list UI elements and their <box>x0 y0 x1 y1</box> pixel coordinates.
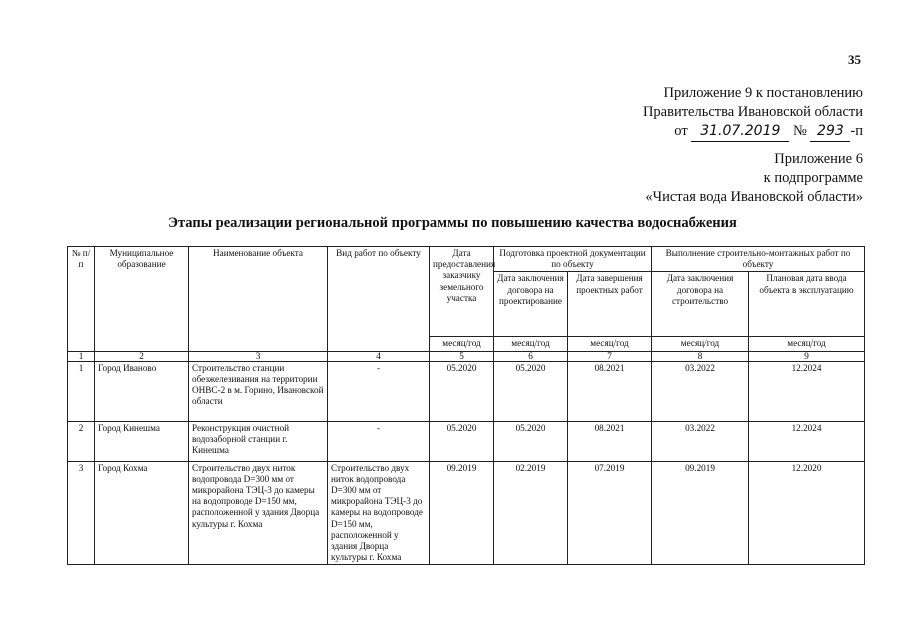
header-row <box>68 247 865 272</box>
unit-cell: месяц/год <box>652 337 749 351</box>
column-number-row <box>68 351 865 361</box>
subprogram-header <box>645 150 863 207</box>
unit-cell: месяц/год <box>430 337 494 351</box>
appendix-line1: Приложение 9 к постановлению <box>663 85 863 101</box>
column-number: 1 <box>68 351 95 361</box>
col-header-land: Дата предоставления заказчику земельного участка <box>430 247 494 337</box>
table-row <box>68 461 865 565</box>
row-land-date: 09.2019 <box>430 461 494 565</box>
decree-line <box>643 122 863 142</box>
page-number: 35 <box>848 52 861 67</box>
document-title: Этапы реализации региональной программы по повышению качества водоснабжения <box>168 215 737 231</box>
row-design-start: 05.2020 <box>494 361 568 421</box>
row-build-start: 09.2019 <box>652 461 749 565</box>
col-header-build: Выполнение строительно-монтажных работ по объекту <box>652 247 865 272</box>
decree-prefix: от <box>674 123 688 139</box>
row-municipality: Город Иваново <box>95 361 189 421</box>
col-header-num: № п/п <box>68 247 95 352</box>
column-number: 2 <box>95 351 189 361</box>
row-municipality: Город Кохма <box>95 461 189 565</box>
column-number: 8 <box>652 351 749 361</box>
row-build-end: 12.2020 <box>749 461 865 565</box>
col-header-work: Вид работ по объекту <box>328 247 430 352</box>
row-design-end: 08.2021 <box>568 361 652 421</box>
column-number: 6 <box>494 351 568 361</box>
row-land-date: 05.2020 <box>430 421 494 461</box>
decree-number: 293 <box>810 122 850 142</box>
row-land-date: 05.2020 <box>430 361 494 421</box>
appendix-line2: Правительства Ивановской области <box>642 104 863 120</box>
row-number: 2 <box>68 421 95 461</box>
column-number: 4 <box>328 351 430 361</box>
subprogram-line1: Приложение 6 <box>774 151 863 167</box>
row-work: Строительство двух ниток водопровода D=300 мм от микрорайона ТЭЦ-3 до камеры на водопроводе D=150 мм, расположенной у здания Дворца культуры г. Кохма <box>328 461 430 565</box>
row-build-start: 03.2022 <box>652 421 749 461</box>
row-number: 1 <box>68 361 95 421</box>
stages-table <box>67 246 865 565</box>
col-header-design-end: Дата завершения проектных работ <box>568 272 652 337</box>
col-header-object: Наименование объекта <box>189 247 328 352</box>
col-header-municipality: Муниципальное образование <box>95 247 189 352</box>
col-header-build-end: Плановая дата ввода объекта в эксплуатацию <box>749 272 865 337</box>
row-build-start: 03.2022 <box>652 361 749 421</box>
row-object: Строительство двух ниток водопровода D=300 мм от микрорайона ТЭЦ-3 до камеры на водопроводе D=150 мм, расположенной у здания Дворца культуры г. Кохма <box>189 461 328 565</box>
unit-cell: месяц/год <box>494 337 568 351</box>
appendix-header <box>643 84 863 142</box>
table-row <box>68 361 865 421</box>
row-design-start: 02.2019 <box>494 461 568 565</box>
column-number: 7 <box>568 351 652 361</box>
row-object: Реконструкция очистной водозаборной станции г. Кинешма <box>189 421 328 461</box>
row-design-end: 08.2021 <box>568 421 652 461</box>
col-header-build-start: Дата заключения договора на строительство <box>652 272 749 337</box>
row-design-start: 05.2020 <box>494 421 568 461</box>
unit-cell: месяц/год <box>749 337 865 351</box>
subprogram-line3: «Чистая вода Ивановской области» <box>645 189 863 205</box>
row-number: 3 <box>68 461 95 565</box>
column-number: 9 <box>749 351 865 361</box>
table-row <box>68 421 865 461</box>
column-number: 5 <box>430 351 494 361</box>
row-object: Строительство станции обезжелезивания на территории ОНВС-2 в м. Горино, Ивановской области <box>189 361 328 421</box>
row-work: - <box>328 421 430 461</box>
decree-suffix: -п <box>850 123 863 139</box>
row-work: - <box>328 361 430 421</box>
col-header-design: Подготовка проектной документации по объекту <box>494 247 652 272</box>
row-municipality: Город Кинешма <box>95 421 189 461</box>
row-build-end: 12.2024 <box>749 361 865 421</box>
column-number: 3 <box>189 351 328 361</box>
decree-date: 31.07.2019 <box>691 122 789 142</box>
col-header-design-start: Дата заключения договора на проектирование <box>494 272 568 337</box>
row-design-end: 07.2019 <box>568 461 652 565</box>
subprogram-line2: к подпрограмме <box>763 170 863 186</box>
decree-no-label: № <box>792 123 807 139</box>
row-build-end: 12.2024 <box>749 421 865 461</box>
unit-cell: месяц/год <box>568 337 652 351</box>
